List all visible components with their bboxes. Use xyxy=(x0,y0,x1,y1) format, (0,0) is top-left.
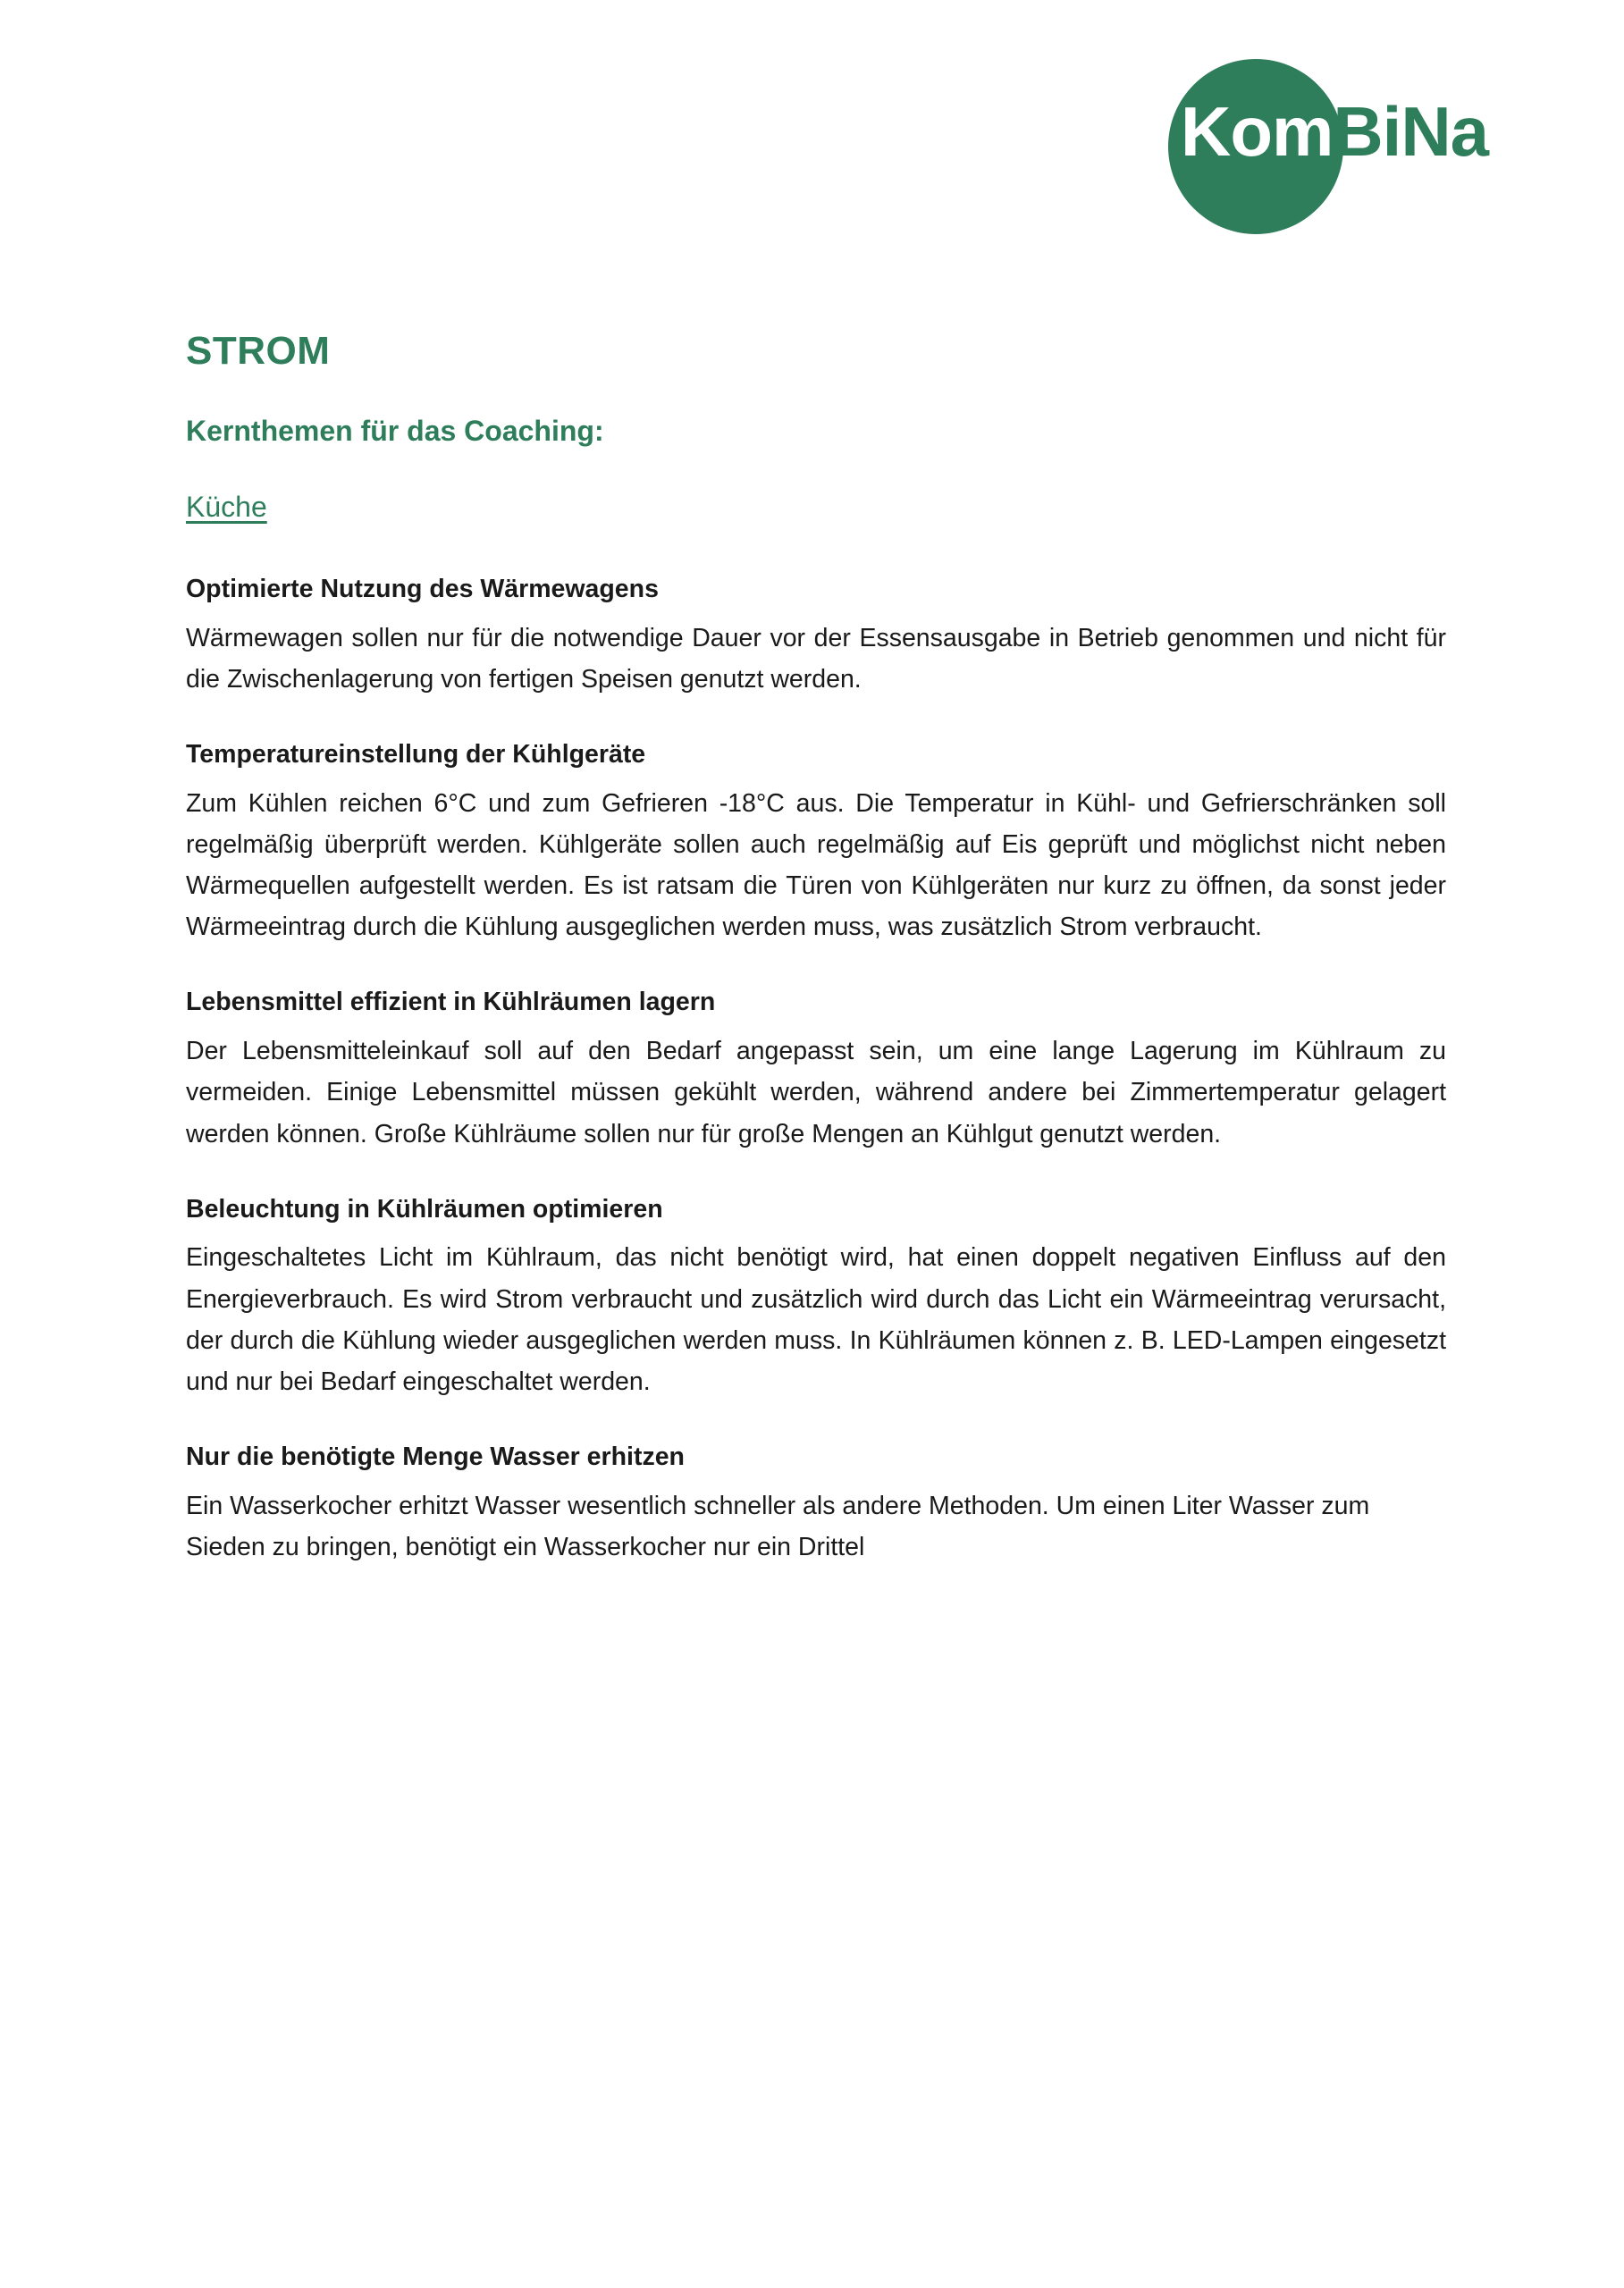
logo-text-kom: Kom xyxy=(1181,92,1334,171)
document-subtitle: Kernthemen für das Coaching: xyxy=(186,415,604,447)
block-body: Der Lebensmitteleinkauf soll auf den Bedarf angepasst sein, um eine lange Lagerung im Kühlraum zu vermeiden. Einige Lebensmittel müssen gekühlt werden, während andere bei Zimmertemperatur gelagert werden können. Große Kühlräume sollen nur für große Mengen an Kühlgut genutzt werden. xyxy=(186,1037,1446,1148)
block-body: Eingeschaltetes Licht im Kühlraum, das nicht benötigt wird, hat einen doppelt negativen Einfluss auf den Energieverbrauch. Es wird Strom verbraucht und zusätzlich wird durch das Licht ein Wärmeeintrag verursacht, der durch die Kühlung wieder ausgeglichen werden muss. In Kühlräumen können z. B. LED-Lampen eingesetzt und nur bei Bedarf eingeschaltet werden. xyxy=(186,1243,1446,1396)
block-heading: Temperatureinstellung der Kühlgeräte xyxy=(186,740,646,770)
content-block xyxy=(186,983,1446,1154)
block-body: Ein Wasserkocher erhitzt Wasser wesentlich schneller als andere Methoden. Um einen Liter Wasser zum Sieden zu bringen, benötigt ein Wasserkocher nur ein Drittel xyxy=(186,1491,1370,1561)
content-block xyxy=(186,1438,1446,1568)
kombina-logo xyxy=(1149,43,1542,240)
section-heading-kueche[interactable]: Küche xyxy=(186,491,267,523)
block-heading: Beleuchtung in Kühlräumen optimieren xyxy=(186,1194,663,1224)
content-block xyxy=(186,1190,1446,1402)
block-body: Zum Kühlen reichen 6°C und zum Gefrieren -18°C aus. Die Temperatur in Kühl- und Gefrierschränken soll regelmäßig überprüft werden. Kühlgeräte sollen auch regelmäßig auf Eis geprüft und möglichst nicht neben Wärmequellen aufgestellt werden. Es ist ratsam die Türen von Kühlgeräten nur kurz zu öffnen, da sonst jeder Wärmeeintrag durch die Kühlung ausgeglichen werden muss, was zusätzlich Strom verbraucht. xyxy=(186,788,1446,942)
block-heading: Nur die benötigte Menge Wasser erhitzen xyxy=(186,1443,685,1472)
logo-text-bi: Bi xyxy=(1333,92,1401,171)
block-body: Wärmewagen sollen nur für die notwendige Dauer vor der Essensausgabe in Betrieb genommen und nicht für die Zwischenlagerung von fertigen Speisen genutzt werden. xyxy=(186,623,1446,694)
logo-wordmark xyxy=(1149,92,1542,171)
block-heading: Optimierte Nutzung des Wärmewagens xyxy=(186,575,659,603)
logo-text-na: Na xyxy=(1401,92,1489,171)
content-block xyxy=(186,736,1446,947)
content-block xyxy=(186,570,1446,700)
page-title: STROM xyxy=(186,329,331,373)
section-heading-wrapper xyxy=(186,491,1446,570)
document-content xyxy=(186,329,1446,1603)
block-heading: Lebensmittel effizient in Kühlräumen lagern xyxy=(186,988,716,1017)
